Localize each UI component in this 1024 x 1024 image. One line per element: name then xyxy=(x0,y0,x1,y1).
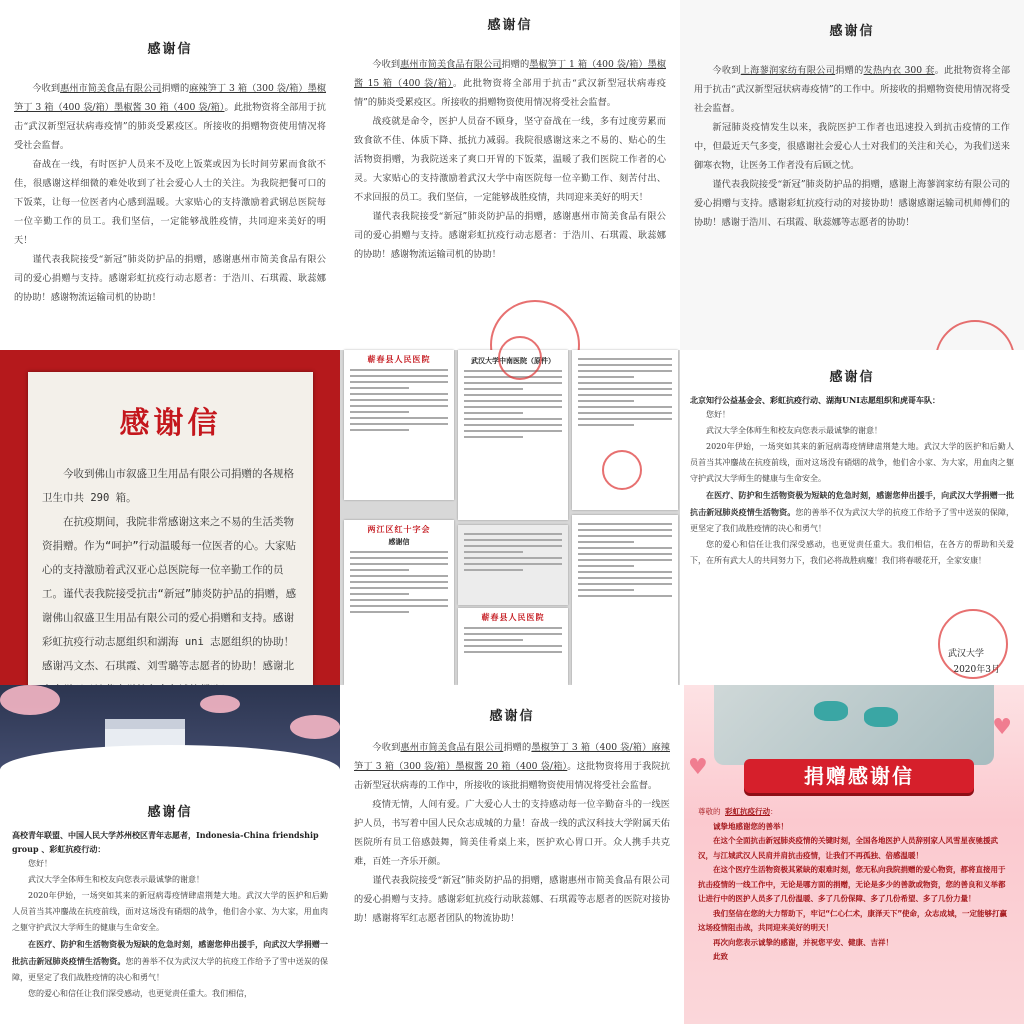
letter-paragraph: 奋战在一线，有时医护人员来不及吃上饭菜或因为长时间劳累而食欲不佳，很感谢这样细微的难处收到了社会爱心人士的关注。为我院把餐可口的下饭菜，让每一位医者内心感到温暖。大家贴心的支持激励着武钢总医院每一位辛勤工作的员工。我们坚信，一定能够战胜疫情，共同迎来美好的明天！ xyxy=(14,159,326,246)
letter-signature: 武汉大学 xyxy=(947,649,984,659)
letter-paragraph: 2020年伊始，一场突如其来的新冠病毒疫情肆虐荆楚大地。武汉大学的医护和后勤人员首当其冲鏖战在抗疫前线，面对这场没有硝烟的战争，他们舍小家、为大家，用血肉之躯守护武汉大学师生的健康与生命安全。 xyxy=(12,891,328,932)
letter-paragraph: 今收到佛山市叙盛卫生用品有限公司捐赠的各规格卫生巾共 290 箱。 xyxy=(42,468,294,504)
letter-title: 捐赠感谢信 xyxy=(744,759,974,793)
letter-title: 感谢信 xyxy=(489,709,535,724)
letter-paragraph: 今收到惠州市简美食品有限公司捐赠的墨椒笋丁 1 箱（400 袋/箱）墨椒酱 15 箱（400 袋/箱）。此批物资将全部用于抗击“武汉新型冠状病毒疫情”的肺炎受累疫区。所接收的捐赠物资使用情况将受社会监督。 xyxy=(354,59,667,108)
hospital-header: 两江区红十字会 xyxy=(367,524,431,534)
letter-paragraph: 战疫就是命令，医护人员奋不顾身，坚守奋战在一线，多有过度劳累而致食欲不佳、体质下降、抵抗力减弱。我院很感谢这来之不易的、贴心的生活物资捐赠，为我院送来了爽口开胃的下饭菜，温暖了我们医院工作者的心灵。大家贴心的支持激励着武汉大学中南医院每一位辛勤工作、刻苦付出、不求回报的员工。我们坚信，一定能够战胜疫情，共同迎来美好的明天！ xyxy=(354,116,666,203)
hospital-header: 蕲春县人民医院 xyxy=(367,354,431,364)
letter-paragraph: 今收到惠州市简美食品有限公司捐赠的麻辣笋丁 3 箱（300 袋/箱）墨椒笋丁 3 箱（400 袋/箱）墨椒酱 30 箱（400 袋/箱）。此批物资将全部用于抗击“武汉新型冠状病毒疫情”的肺炎受累疫区。所接收的捐赠物资使用情况将受社会监督。 xyxy=(14,83,327,151)
letter-body xyxy=(698,805,1012,965)
hospital-header: 蕲春县人民医院 xyxy=(481,612,545,622)
letter-paragraph: 在抗疫期间，我院非常感谢这来之不易的生活类物资捐赠。作为“呵护”行动温暖每一位医者的心。大家贴心的支持激励着武汉亚心总医院每一位辛勤工作的员工。谨代表我院接受抗击“新冠”肺炎防护品的捐赠，感谢佛山叙盛卫生用品有限公司的爱心捐赠和支持。感谢彩虹抗疫行动志愿组织和湖海 uni 志愿组织的协助！感谢冯文杰、石琪霞、刘雪璐等志愿者的协助！感谢北 xyxy=(42,516,297,672)
letter-paper xyxy=(28,372,313,702)
letter-subtitle: 感谢信 xyxy=(388,537,410,546)
letter-salutation: 您好！ xyxy=(706,410,730,419)
letter-paragraph: 您的爱心和信任让我们深受感动，也更觉责任重大。我们相信， xyxy=(28,989,252,998)
letter-paragraph: 新冠肺炎疫情发生以来，我院医护工作者也迅速投入到抗击疫情的工作中，但最近天气多变，很感谢社会爱心人士对我们的关注和关心，为我们送来御寒衣物，让医务工作者没有后顾之忧。 xyxy=(694,122,1010,171)
collage-letter-e xyxy=(572,350,678,510)
collage-letter-a xyxy=(344,350,454,500)
letter-title: 感谢信 xyxy=(147,805,193,820)
letter-title: 感谢信 xyxy=(147,42,193,57)
letter-tile-2 xyxy=(340,0,680,350)
letter-paragraph: 我们坚信在您的大力帮助下，牢记“仁心仁术，康泽天下”使命，众志成城，一定能够打赢这场疫情阻击战，共同迎来美好的明天！ xyxy=(698,908,1008,932)
letter-paragraph: 谨代表我院接受“新冠”肺炎防护品的捐赠，感谢惠州市简美食品有限公司的爱心捐赠与支持。感谢彩虹抗疫行动耿蕊娜、石琪霞等志愿者的医院对接协助！感谢将军红志愿者团队的物流协助！ xyxy=(354,875,670,924)
letter-paragraph: 谨代表我院接受“新冠”肺炎防护品的捐赠，感谢惠州市简美食品有限公司的爱心捐赠与支持。感谢彩虹抗疫行动志愿者：于浩川、石琪霞、耿蕊娜的协助！感谢物流运输司机的协助！ xyxy=(354,211,666,260)
collage-letter-c xyxy=(344,520,454,685)
letter-paragraph: 武汉大学全体师生和校友向您表示最诚挚的谢意！ xyxy=(28,875,204,884)
campus-banner xyxy=(0,685,340,795)
letter-paragraph: 诚挚地感谢您的善举！ xyxy=(713,821,788,831)
letter-paragraph: 今收到惠州市简美食品有限公司捐赠的墨椒笋丁 3 箱（400 袋/箱）麻辣笋丁 3 箱（300 袋/箱）墨椒酱 20 箱（400 袋/箱）。这批物资将用于我院抗击新型冠状病毒的工作中，所接收的该批捐赠物资使用情况将受社会监督。 xyxy=(354,742,670,791)
whu-banner-letter-tile xyxy=(0,685,340,1024)
letter-paragraph: 谨代表我院接受“新冠”肺炎防护品的捐赠，感谢惠州市简美食品有限公司的爱心捐赠与支持。感谢彩虹抗疫行动志愿者：于浩川、石琪霞、耿蕊娜的协助！感谢物流运输司机的协助！ xyxy=(14,254,326,303)
letter-paragraph: 在医疗、防护和生活物资极为短缺的危急时刻，感谢您伸出援手，向武汉大学捐赠一批抗击新冠肺炎疫情生活物资。您的善举不仅为武汉大学的抗疫工作给予了雪中送炭的保障，更坚定了我们战胜疫情的决心和勇气！ xyxy=(12,939,329,982)
letter-paragraph: 在这个全面抗击新冠肺炎疫情的关键时刻，全国各地医护人员辞别家人风雪星夜驰援武汉，与江城武汉人民肩并肩抗击疫情，让我们不再孤独、倍感温暖！ xyxy=(698,836,998,860)
letter-paragraph: 您的爱心和信任让我们深受感动，也更觉责任重大。我们相信，在各方的帮助和关爱下，在所有武大人的共同努力下，我们必将战胜病魔！我们将春暖花开，全家安康！ xyxy=(690,540,1014,565)
letter-tile-1 xyxy=(0,0,340,350)
letter-greeting: 尊敬的 彩虹抗疫行动： xyxy=(698,807,778,816)
collage-letter-b xyxy=(458,350,568,520)
letter-closing: 此致 xyxy=(713,952,728,961)
letter-paragraph: 疫情无情，人间有爱。广大爱心人士的支持感动每一位辛勤奋斗的一线医护人员，书写着中国人民众志成城的力量！奋战一线的武汉科技大学附属天佑医院所有员工倍感鼓舞，简美佳肴桌上来，医护欢心胃口开。众人携手共克难，百姓一齐乐开颜。 xyxy=(354,799,670,867)
letter-title: 感谢信 xyxy=(829,370,875,385)
letter-title: 感谢信 xyxy=(487,18,533,33)
letter-paragraph: 在这个医疗生活物资极其紧缺的艰难时刻，您无私向我院捐赠的爱心物资，都将直接用于抗击疫情的一线工作中，无论是哪方面的捐赠，无论是多少的善款或物资，您的善良和义举都让进行中的医护人员多了几份温暖、多了几份保障、多了几份希望、多了几份力量！ xyxy=(698,865,1006,903)
collage-letter-g xyxy=(572,515,678,685)
red-seal-stamp xyxy=(602,450,642,490)
letter-paragraph: 谨代表我院接受“新冠”肺炎防护品的捐赠，感谢上海蓼润家纺有限公司的爱心捐赠与支持。感谢彩虹抗疫行动的对接协助！感谢感谢运输司机师傅们的协助！感谢于浩川、石琪霞、耿蕊娜等志愿者的协助！ xyxy=(694,179,1010,228)
collage-letter-d xyxy=(458,608,568,685)
letter-paragraph: 再次向您表示诚挚的感谢，并祝您平安、健康、吉祥！ xyxy=(713,937,893,947)
letter-date: 2020年3月 xyxy=(953,665,1000,675)
medical-staff-photo xyxy=(714,685,994,765)
red-seal-stamp xyxy=(498,336,542,380)
hospital-header: 武汉大学中南医院（原件） xyxy=(471,356,555,365)
letter-paragraph: 武汉大学全体师生和校友向您表示最诚挚的谢意！ xyxy=(706,426,882,435)
letter-paragraph: 今收到上海蓼润家纺有限公司捐赠的发热内衣 300 套。此批物资将全部用于抗击“武汉新型冠状病毒疫情”的工作中。所接收的捐赠物资使用情况将受社会监督。 xyxy=(694,65,1011,114)
letter-recipients: 高校青年联盟、中国人民大学苏州校区青年志愿者，Indonesia-China friendship group 、彩虹抗疫行动： xyxy=(12,830,319,854)
letter-paragraph: 在医疗、防护和生活物资极为短缺的危急时刻，感谢您伸出援手，向武汉大学捐赠一批抗击新冠肺炎疫情生活物资。您的善举不仅为武汉大学的抗疫工作给予了雪中送炭的保障，更坚定了我们战胜疫情的决心和勇气！ xyxy=(690,490,1015,533)
donation-letter-tile xyxy=(684,685,1024,1024)
heart-icon: ♥ xyxy=(992,715,1012,740)
university-seal-stamp xyxy=(938,609,1008,679)
heart-icon: ♥ xyxy=(688,755,708,780)
collage-letter-f xyxy=(458,525,568,605)
letter-title: 感谢信 xyxy=(119,406,222,441)
whu-letter-tile xyxy=(680,350,1024,685)
letter-tile-8 xyxy=(340,685,684,1024)
letter-title: 感谢信 xyxy=(829,24,875,39)
red-letter-tile xyxy=(0,350,340,685)
letters-collage-tile xyxy=(340,350,680,685)
letter-paragraph: 2020年伊始，一场突如其来的新冠病毒疫情肆虐荆楚大地。武汉大学的医护和后勤人员首当其冲鏖战在抗疫前线，面对这场没有硝烟的战争，他们舍小家、为大家，用血肉之躯守护武汉大学师生的健康与生命安全。 xyxy=(690,442,1014,483)
letter-tile-3 xyxy=(680,0,1024,350)
letter-salutation: 您好！ xyxy=(28,859,52,868)
letter-recipients: 北京知行公益基金会、彩虹抗疫行动、湖海UNI志愿组织和虎哥车队： xyxy=(690,395,941,405)
